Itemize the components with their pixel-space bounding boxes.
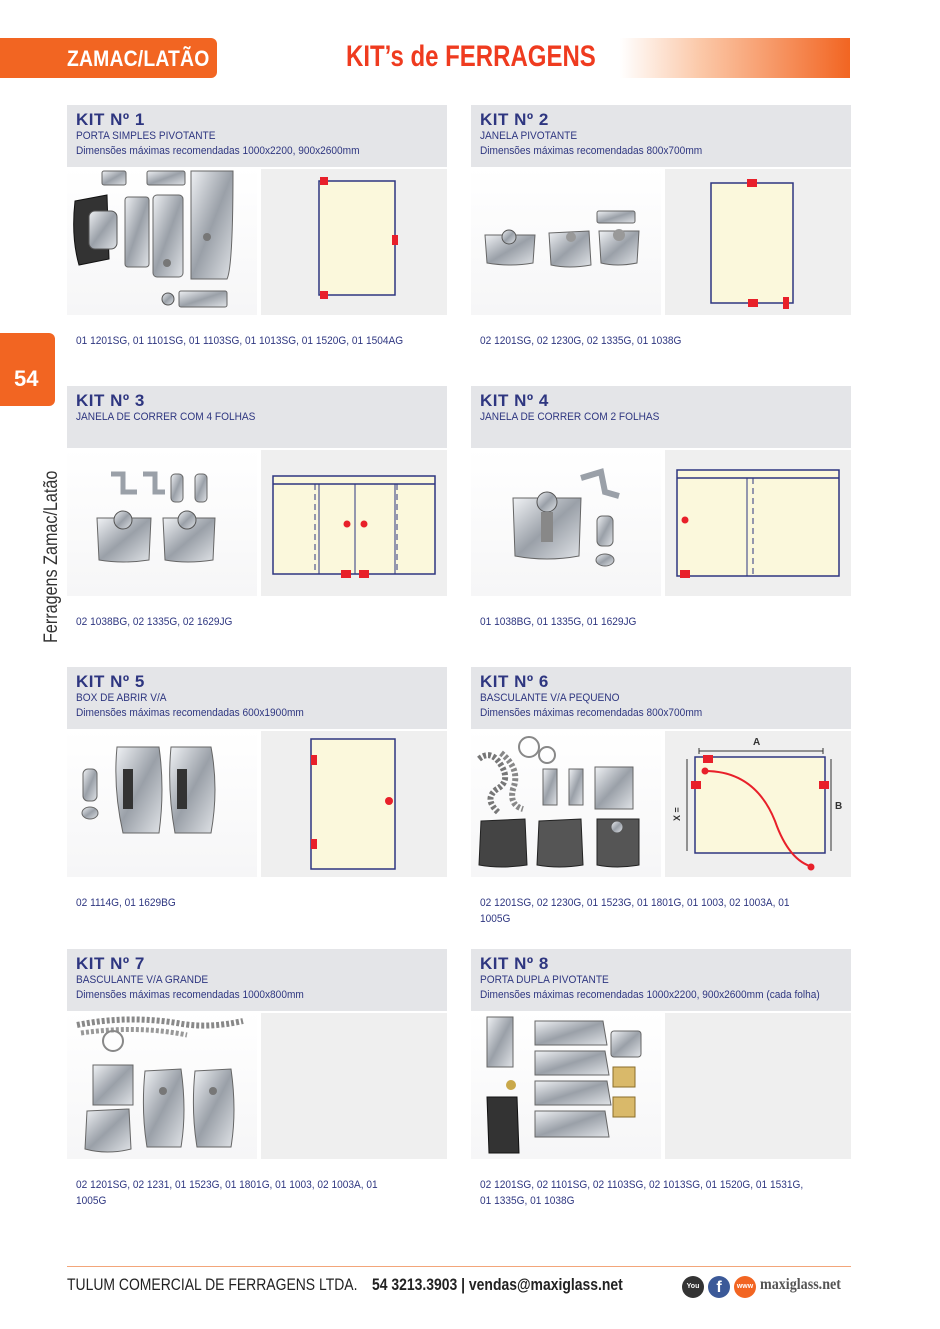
website-link[interactable]: maxiglass.net [760,1276,841,1293]
kit-title: KIT Nº 7 [76,954,145,973]
hardware-photo [471,167,661,315]
kit-dimensions: Dimensões máximas recomendadas 1000x2200, 900x2600mm [76,145,360,157]
kit-subtitle: PORTA DUPLA PIVOTANTE [480,974,609,986]
kit-title: KIT Nº 8 [480,954,549,973]
kit-codes: 02 1038BG, 02 1335G, 02 1629JG [76,616,233,628]
hardware-photo [471,729,661,877]
kit-diagram [665,731,851,877]
kit-header [67,386,447,448]
footer-divider [67,1266,851,1267]
kit-diagram [261,1013,447,1159]
kit-diagram [261,169,447,315]
section-label: Ferragens Zamac/Latão [41,470,62,643]
kit-header [471,105,851,167]
kit-subtitle: BASCULANTE V/A PEQUENO [480,692,620,704]
kit-codes: 01 1038BG, 01 1335G, 01 1629JG [480,616,637,628]
kit-codes: 02 1201SG, 02 1230G, 02 1335G, 01 1038G [480,335,682,347]
kit-dimensions: Dimensões máximas recomendadas 1000x2200, 900x2600mm (cada folha) [480,989,820,1001]
kit-diagram [665,1013,851,1159]
page-title: KIT’s de FERRAGENS [346,40,596,73]
kit-title: KIT Nº 4 [480,391,549,410]
www-icon[interactable]: www [734,1276,756,1298]
kit-diagram [261,731,447,877]
hardware-photo [471,1011,661,1159]
kit-header [67,667,447,729]
kit-subtitle: JANELA PIVOTANTE [480,130,578,142]
kit-codes: 02 1201SG, 02 1231, 01 1523G, 01 1801G, 01 1003, 02 1003A, 01 1005G [76,1179,378,1207]
hardware-photo [67,1011,257,1159]
kit-header [471,667,851,729]
kit-header [67,949,447,1011]
kit-subtitle: PORTA SIMPLES PIVOTANTE [76,130,216,142]
hardware-photo [67,167,257,315]
kit-subtitle: BOX DE ABRIR V/A [76,692,167,704]
kit-dimensions: Dimensões máximas recomendadas 1000x800mm [76,989,304,1001]
kit-title: KIT Nº 2 [480,110,549,129]
kit-codes: 02 1201SG, 02 1230G, 01 1523G, 01 1801G, 01 1003, 02 1003A, 01 1005G [480,897,790,925]
kit-dimensions: Dimensões máximas recomendadas 800x700mm [480,145,703,157]
kit-header [67,105,447,167]
kit-title: KIT Nº 1 [76,110,145,129]
page-number: 54 [14,366,39,391]
kit-diagram [665,169,851,315]
kit-diagram [261,450,447,596]
facebook-icon[interactable]: f [708,1276,730,1298]
kit-diagram [665,450,851,596]
hardware-photo [67,448,257,596]
hardware-photo [67,729,257,877]
diagram-label-x: X = [672,807,682,821]
diagram-label-b: B [835,801,843,812]
hardware-photo [471,448,661,596]
kit-title: KIT Nº 3 [76,391,145,410]
kit-header [471,386,851,448]
category-label: ZAMAC/LATÃO [67,46,210,71]
kit-codes: 01 1201SG, 01 1101SG, 01 1103SG, 01 1013SG, 01 1520G, 01 1504AG [76,335,404,347]
company-name: TULUM COMERCIAL DE FERRAGENS LTDA. [67,1275,358,1294]
kit-dimensions: Dimensões máximas recomendadas 600x1900mm [76,707,304,719]
diagram-label-a: A [753,737,761,748]
contact-info[interactable]: 54 3213.3903 | vendas@maxiglass.net [372,1275,623,1294]
kit-subtitle: JANELA DE CORRER COM 4 FOLHAS [76,411,256,423]
youtube-icon[interactable]: You Tube [682,1276,704,1298]
kit-dimensions: Dimensões máximas recomendadas 800x700mm [480,707,703,719]
kit-header [471,949,851,1011]
kit-subtitle: JANELA DE CORRER COM 2 FOLHAS [480,411,660,423]
title-gradient-bar [620,38,850,78]
kit-subtitle: BASCULANTE V/A GRANDE [76,974,209,986]
kit-codes: 02 1201SG, 02 1101SG, 02 1103SG, 02 1013SG, 01 1520G, 01 1531G, 01 1335G, 01 1038G [480,1179,804,1207]
kit-codes: 02 1114G, 01 1629BG [76,897,176,909]
kit-title: KIT Nº 5 [76,672,145,691]
kit-title: KIT Nº 6 [480,672,549,691]
